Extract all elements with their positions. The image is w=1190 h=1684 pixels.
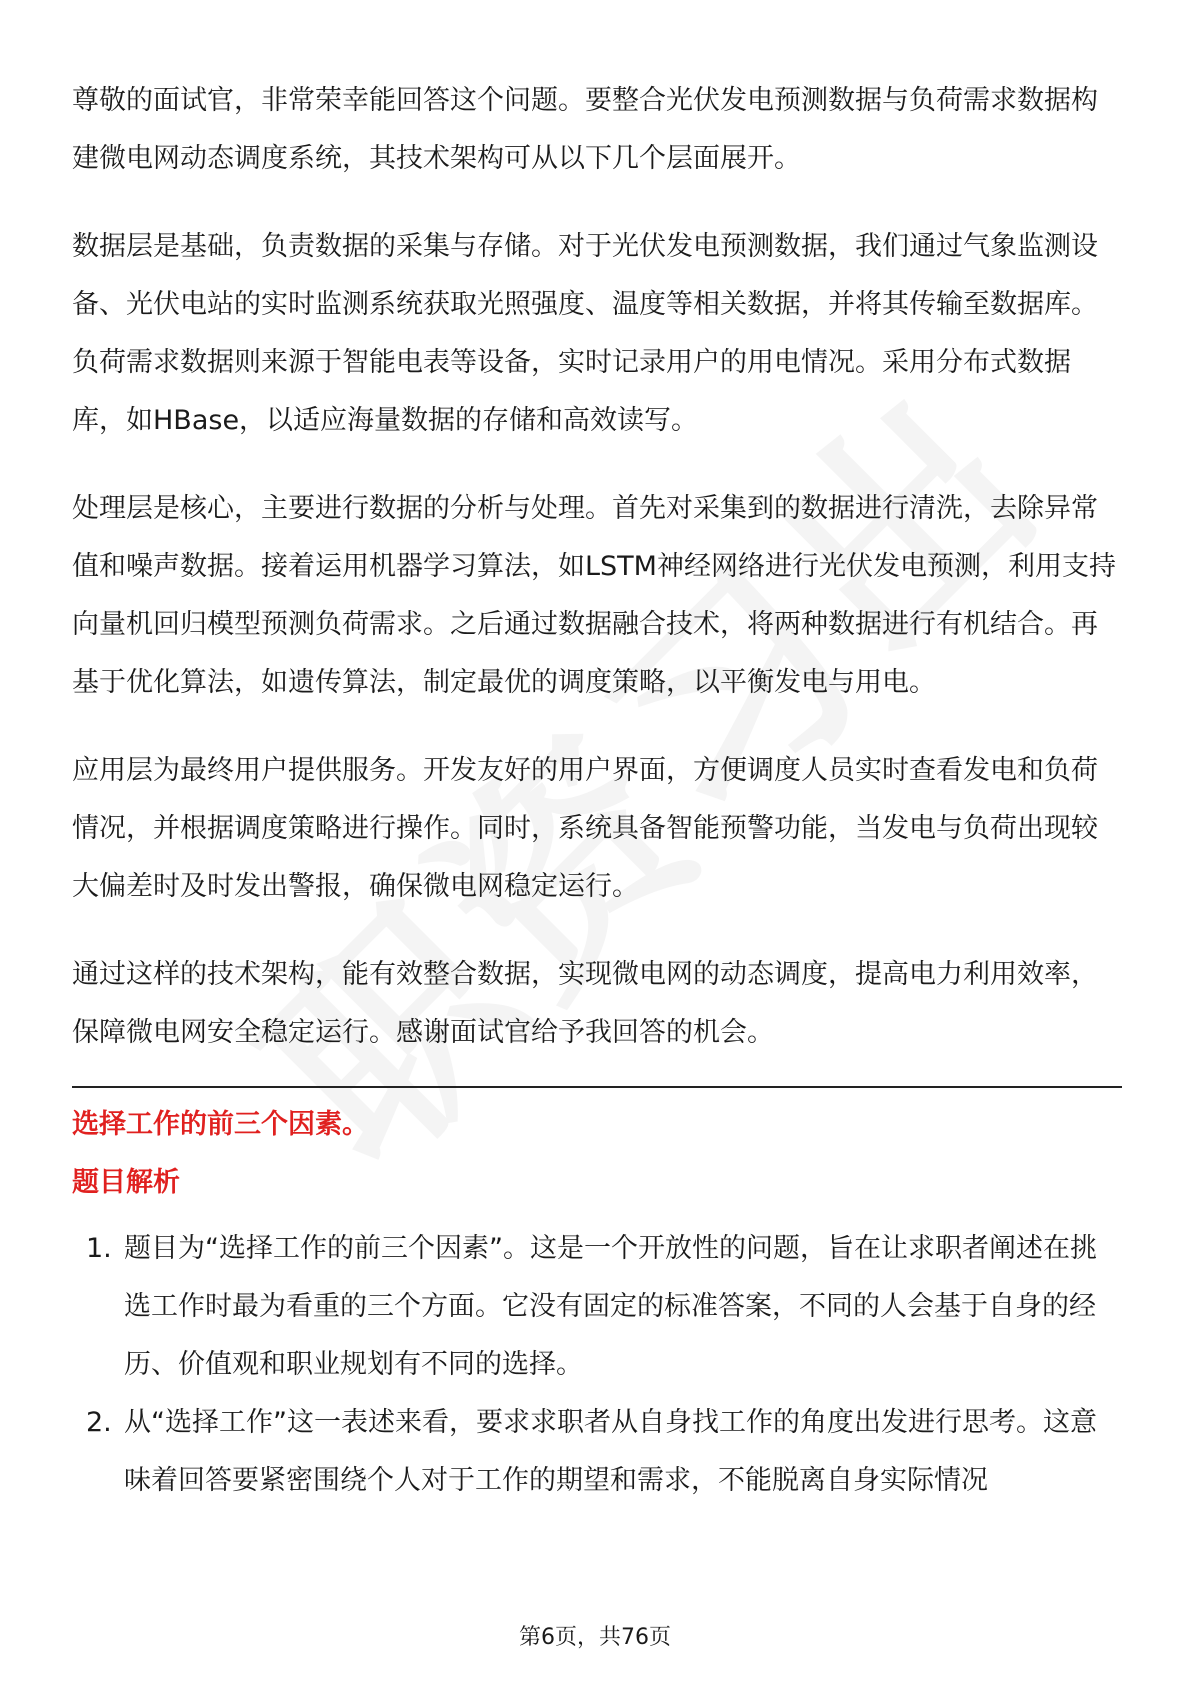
section-divider — [72, 1086, 1122, 1088]
answer-paragraph-processing-layer: 处理层是核心，主要进行数据的分析与处理。首先对采集到的数据进行清洗，去除异常值和噪声数据。接着运用机器学习算法，如LSTM神经网络进行光伏发电预测，利用支持向量机回归模型预测负荷需求。之后通过数据融合技术，将两种数据进行有机结合。再基于优化算法，如遗传算法，制定最优的调度策略，以平衡发电与用电。 — [72, 493, 1116, 698]
list-item — [72, 1394, 1122, 1510]
analysis-heading: 题目解析 — [72, 1167, 180, 1198]
page-footer: 第6页，共76页 — [519, 1625, 671, 1650]
page-content — [72, 72, 1122, 1510]
list-item — [72, 1220, 1122, 1394]
list-item-text: 从“选择工作”这一表述来看，要求求职者从自身找工作的角度出发进行思考。这意味着回答要紧密围绕个人对于工作的期望和需求，不能脱离自身实际情况 — [124, 1407, 1097, 1496]
list-item-number: 1. — [86, 1233, 112, 1264]
answer-paragraph-intro: 尊敬的面试官，非常荣幸能回答这个问题。要整合光伏发电预测数据与负荷需求数据构建微电网动态调度系统，其技术架构可从以下几个层面展开。 — [72, 85, 1098, 174]
list-item-text: 题目为“选择工作的前三个因素”。这是一个开放性的问题，旨在让求职者阐述在挑选工作时最为看重的三个方面。它没有固定的标准答案，不同的人会基于自身的经历、价值观和职业规划有不同的选择。 — [124, 1233, 1097, 1380]
analysis-list — [72, 1220, 1122, 1510]
list-item-number: 2. — [86, 1407, 112, 1438]
question-title: 选择工作的前三个因素。 — [72, 1109, 369, 1140]
answer-paragraph-application-layer: 应用层为最终用户提供服务。开发友好的用户界面，方便调度人员实时查看发电和负荷情况，并根据调度策略进行操作。同时，系统具备智能预警功能，当发电与负荷出现较大偏差时及时发出警报，确保微电网稳定运行。 — [72, 755, 1098, 902]
answer-paragraph-data-layer: 数据层是基础，负责数据的采集与存储。对于光伏发电预测数据，我们通过气象监测设备、光伏电站的实时监测系统获取光照强度、温度等相关数据，并将其传输至数据库。负荷需求数据则来源于智能电表等设备，实时记录用户的用电情况。采用分布式数据库，如HBase，以适应海量数据的存储和高效读写。 — [72, 231, 1098, 436]
answer-paragraph-conclusion: 通过这样的技术架构，能有效整合数据，实现微电网的动态调度，提高电力利用效率，保障微电网安全稳定运行。感谢面试官给予我回答的机会。 — [72, 959, 1098, 1048]
